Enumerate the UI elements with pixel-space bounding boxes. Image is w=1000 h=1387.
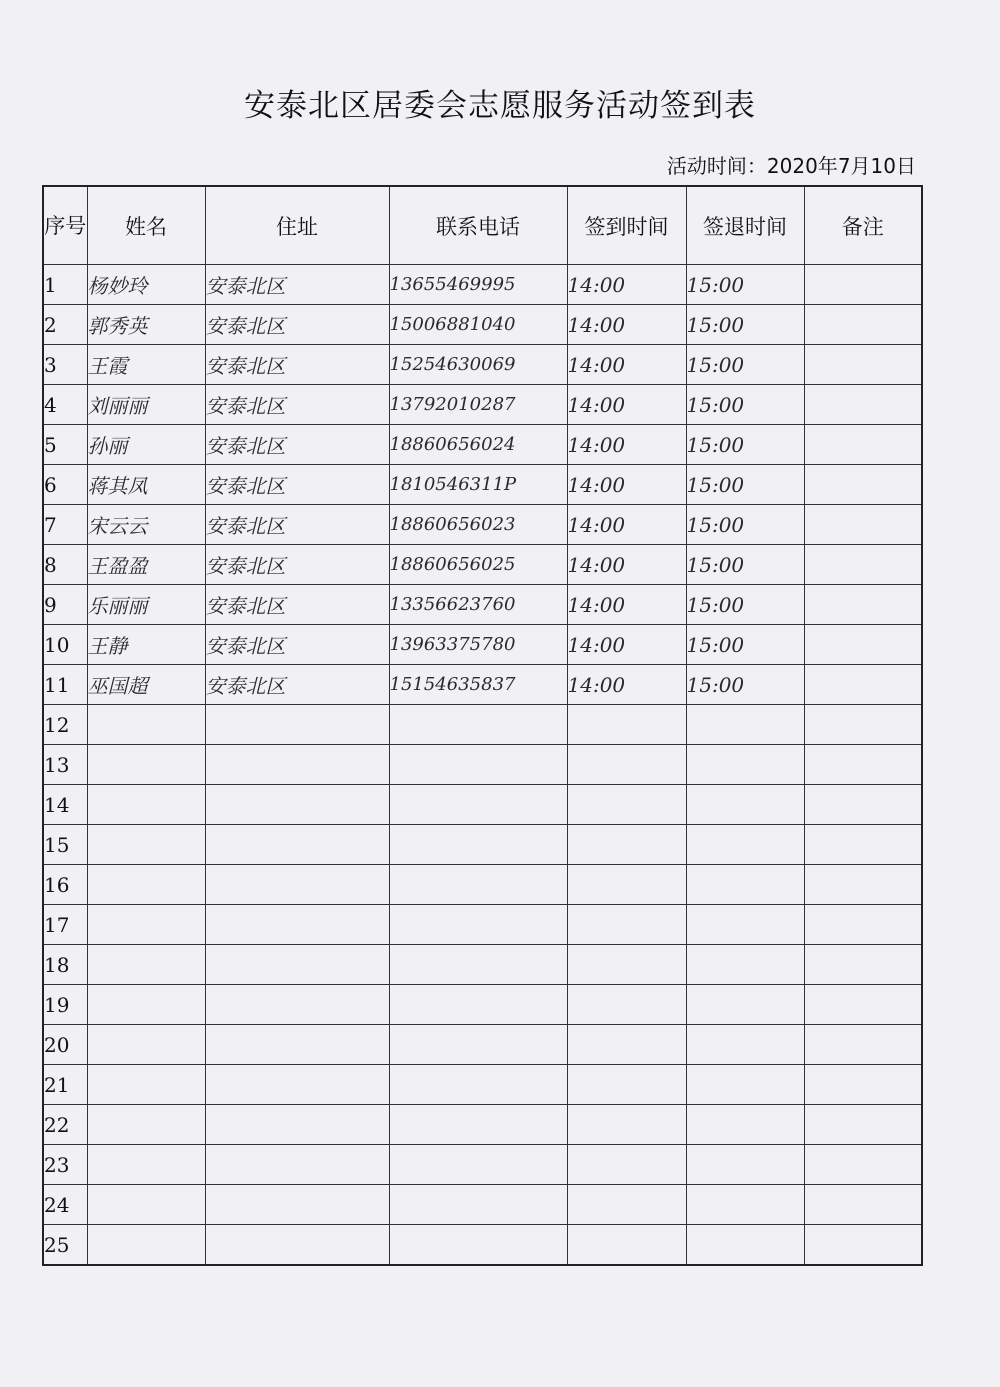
note-cell — [804, 545, 922, 585]
table-row — [43, 465, 922, 505]
table-row — [43, 625, 922, 665]
table-row — [43, 385, 922, 425]
row-number: 25 — [43, 1225, 87, 1266]
phone-cell — [389, 1065, 567, 1105]
phone-cell: 13655469995 — [389, 265, 567, 305]
phone-cell — [389, 705, 567, 745]
sign-in-time-cell — [567, 985, 686, 1025]
note-cell — [804, 265, 922, 305]
sign-in-time-cell — [567, 1105, 686, 1145]
phone-cell: 1810546311P — [389, 465, 567, 505]
phone-cell — [389, 905, 567, 945]
sign-out-time-cell: 15:00 — [686, 305, 804, 345]
address-cell: 安泰北区 — [205, 265, 389, 305]
sign-out-time-cell — [686, 1065, 804, 1105]
note-cell — [804, 465, 922, 505]
name-cell — [87, 1065, 205, 1105]
column-header-sign-in: 签到时间 — [567, 186, 686, 265]
sign-in-time-cell — [567, 1065, 686, 1105]
table-row — [43, 1025, 922, 1065]
note-cell — [804, 425, 922, 465]
note-cell — [804, 1025, 922, 1065]
name-cell: 乐丽丽 — [87, 585, 205, 625]
note-cell — [804, 825, 922, 865]
row-number: 23 — [43, 1145, 87, 1185]
row-number: 11 — [43, 665, 87, 705]
sign-out-time-cell — [686, 1025, 804, 1065]
row-number: 8 — [43, 545, 87, 585]
address-cell — [205, 905, 389, 945]
note-cell — [804, 1145, 922, 1185]
name-cell — [87, 1185, 205, 1225]
address-cell — [205, 1105, 389, 1145]
column-header-sign-out: 签退时间 — [686, 186, 804, 265]
table-row — [43, 305, 922, 345]
address-cell: 安泰北区 — [205, 585, 389, 625]
sign-in-time-cell — [567, 1145, 686, 1185]
address-cell — [205, 1225, 389, 1266]
address-cell: 安泰北区 — [205, 385, 389, 425]
sign-in-time-cell — [567, 865, 686, 905]
note-cell — [804, 985, 922, 1025]
sign-out-time-cell: 15:00 — [686, 425, 804, 465]
sign-in-time-cell: 14:00 — [567, 665, 686, 705]
row-number: 7 — [43, 505, 87, 545]
table-row — [43, 345, 922, 385]
note-cell — [804, 945, 922, 985]
address-cell — [205, 1065, 389, 1105]
table-row — [43, 425, 922, 465]
row-number: 19 — [43, 985, 87, 1025]
note-cell — [804, 665, 922, 705]
name-cell: 宋云云 — [87, 505, 205, 545]
phone-cell: 15254630069 — [389, 345, 567, 385]
sign-in-time-cell — [567, 1225, 686, 1266]
sign-out-time-cell: 15:00 — [686, 545, 804, 585]
sign-out-time-cell — [686, 945, 804, 985]
row-number: 16 — [43, 865, 87, 905]
row-number: 5 — [43, 425, 87, 465]
sign-in-table — [42, 185, 923, 1266]
address-cell — [205, 985, 389, 1025]
name-cell — [87, 985, 205, 1025]
name-cell: 王盈盈 — [87, 545, 205, 585]
address-cell: 安泰北区 — [205, 345, 389, 385]
table-row — [43, 985, 922, 1025]
phone-cell: 13356623760 — [389, 585, 567, 625]
sign-in-time-cell: 14:00 — [567, 305, 686, 345]
note-cell — [804, 585, 922, 625]
row-number: 10 — [43, 625, 87, 665]
table-row — [43, 665, 922, 705]
address-cell: 安泰北区 — [205, 505, 389, 545]
phone-cell — [389, 745, 567, 785]
row-number: 22 — [43, 1105, 87, 1145]
address-cell: 安泰北区 — [205, 465, 389, 505]
table-row — [43, 825, 922, 865]
table-header-row — [43, 186, 922, 265]
page-title: 安泰北区居委会志愿服务活动签到表 — [244, 88, 756, 124]
phone-cell: 13963375780 — [389, 625, 567, 665]
phone-cell: 15006881040 — [389, 305, 567, 345]
sign-in-time-cell: 14:00 — [567, 545, 686, 585]
name-cell: 王霞 — [87, 345, 205, 385]
table-row — [43, 865, 922, 905]
table-body — [43, 265, 922, 1266]
sign-out-time-cell — [686, 1105, 804, 1145]
sign-out-time-cell — [686, 1225, 804, 1266]
sign-in-time-cell: 14:00 — [567, 425, 686, 465]
sign-in-time-cell: 14:00 — [567, 585, 686, 625]
column-header-seq: 序号 — [43, 186, 87, 265]
sign-in-time-cell: 14:00 — [567, 385, 686, 425]
sign-out-time-cell — [686, 825, 804, 865]
row-number: 15 — [43, 825, 87, 865]
sign-in-time-cell: 14:00 — [567, 505, 686, 545]
name-cell: 孙丽 — [87, 425, 205, 465]
sign-in-time-cell: 14:00 — [567, 625, 686, 665]
phone-cell: 18860656023 — [389, 505, 567, 545]
table-row — [43, 785, 922, 825]
phone-cell — [389, 1025, 567, 1065]
address-cell — [205, 865, 389, 905]
sign-out-time-cell — [686, 705, 804, 745]
row-number: 1 — [43, 265, 87, 305]
sign-out-time-cell: 15:00 — [686, 505, 804, 545]
sign-out-time-cell: 15:00 — [686, 465, 804, 505]
name-cell — [87, 905, 205, 945]
phone-cell — [389, 785, 567, 825]
sign-out-time-cell: 15:00 — [686, 665, 804, 705]
name-cell: 巫国超 — [87, 665, 205, 705]
note-cell — [804, 505, 922, 545]
table-row — [43, 905, 922, 945]
address-cell — [205, 785, 389, 825]
name-cell — [87, 1145, 205, 1185]
sign-out-time-cell — [686, 745, 804, 785]
table-row — [43, 1065, 922, 1105]
address-cell: 安泰北区 — [205, 545, 389, 585]
sign-out-time-cell — [686, 785, 804, 825]
address-cell — [205, 705, 389, 745]
sign-out-time-cell: 15:00 — [686, 265, 804, 305]
name-cell: 郭秀英 — [87, 305, 205, 345]
sign-in-time-cell — [567, 945, 686, 985]
row-number: 9 — [43, 585, 87, 625]
row-number: 12 — [43, 705, 87, 745]
note-cell — [804, 905, 922, 945]
row-number: 3 — [43, 345, 87, 385]
sign-in-time-cell — [567, 785, 686, 825]
name-cell: 刘丽丽 — [87, 385, 205, 425]
row-number: 13 — [43, 745, 87, 785]
note-cell — [804, 305, 922, 345]
phone-cell — [389, 1185, 567, 1225]
address-cell — [205, 945, 389, 985]
column-header-phone: 联系电话 — [389, 186, 567, 265]
sign-in-time-cell — [567, 1025, 686, 1065]
address-cell: 安泰北区 — [205, 665, 389, 705]
address-cell — [205, 1185, 389, 1225]
row-number: 14 — [43, 785, 87, 825]
row-number: 24 — [43, 1185, 87, 1225]
note-cell — [804, 745, 922, 785]
phone-cell — [389, 865, 567, 905]
note-cell — [804, 865, 922, 905]
phone-cell: 13792010287 — [389, 385, 567, 425]
column-header-address: 住址 — [205, 186, 389, 265]
sign-out-time-cell — [686, 1185, 804, 1225]
phone-cell — [389, 1105, 567, 1145]
sign-out-time-cell: 15:00 — [686, 625, 804, 665]
note-cell — [804, 385, 922, 425]
note-cell — [804, 625, 922, 665]
note-cell — [804, 345, 922, 385]
address-cell — [205, 745, 389, 785]
sign-out-time-cell — [686, 1145, 804, 1185]
name-cell — [87, 1225, 205, 1266]
name-cell — [87, 1105, 205, 1145]
name-cell — [87, 825, 205, 865]
name-cell: 蒋其凤 — [87, 465, 205, 505]
name-cell — [87, 745, 205, 785]
phone-cell: 18860656025 — [389, 545, 567, 585]
address-cell — [205, 825, 389, 865]
table-row — [43, 265, 922, 305]
table-row — [43, 585, 922, 625]
phone-cell — [389, 945, 567, 985]
row-number: 17 — [43, 905, 87, 945]
note-cell — [804, 1225, 922, 1266]
phone-cell: 18860656024 — [389, 425, 567, 465]
note-cell — [804, 1065, 922, 1105]
sign-in-time-cell — [567, 1185, 686, 1225]
activity-date: 活动时间：2020年7月10日 — [666, 154, 916, 178]
address-cell: 安泰北区 — [205, 625, 389, 665]
phone-cell: 15154635837 — [389, 665, 567, 705]
sign-in-time-cell — [567, 825, 686, 865]
sign-in-time-cell — [567, 905, 686, 945]
sign-out-time-cell: 15:00 — [686, 585, 804, 625]
note-cell — [804, 785, 922, 825]
name-cell — [87, 865, 205, 905]
sign-in-time-cell: 14:00 — [567, 345, 686, 385]
table-row — [43, 945, 922, 985]
name-cell: 王静 — [87, 625, 205, 665]
sign-in-time-cell — [567, 705, 686, 745]
sign-out-time-cell — [686, 985, 804, 1025]
sign-out-time-cell — [686, 905, 804, 945]
row-number: 20 — [43, 1025, 87, 1065]
sign-in-time-cell — [567, 745, 686, 785]
column-header-note: 备注 — [804, 186, 922, 265]
table-row — [43, 705, 922, 745]
address-cell: 安泰北区 — [205, 305, 389, 345]
row-number: 21 — [43, 1065, 87, 1105]
row-number: 2 — [43, 305, 87, 345]
sign-out-time-cell — [686, 865, 804, 905]
column-header-name: 姓名 — [87, 186, 205, 265]
address-cell: 安泰北区 — [205, 425, 389, 465]
table-row — [43, 745, 922, 785]
phone-cell — [389, 825, 567, 865]
address-cell — [205, 1025, 389, 1065]
sign-in-time-cell: 14:00 — [567, 465, 686, 505]
name-cell — [87, 945, 205, 985]
phone-cell — [389, 985, 567, 1025]
table-row — [43, 1225, 922, 1266]
address-cell — [205, 1145, 389, 1185]
name-cell — [87, 705, 205, 745]
name-cell: 杨妙玲 — [87, 265, 205, 305]
row-number: 6 — [43, 465, 87, 505]
table-row — [43, 1145, 922, 1185]
sign-in-time-cell: 14:00 — [567, 265, 686, 305]
name-cell — [87, 1025, 205, 1065]
note-cell — [804, 1105, 922, 1145]
table-row — [43, 1185, 922, 1225]
sign-out-time-cell: 15:00 — [686, 345, 804, 385]
phone-cell — [389, 1225, 567, 1266]
note-cell — [804, 705, 922, 745]
sign-out-time-cell: 15:00 — [686, 385, 804, 425]
table-row — [43, 1105, 922, 1145]
note-cell — [804, 1185, 922, 1225]
row-number: 4 — [43, 385, 87, 425]
name-cell — [87, 785, 205, 825]
phone-cell — [389, 1145, 567, 1185]
row-number: 18 — [43, 945, 87, 985]
table-row — [43, 545, 922, 585]
table-row — [43, 505, 922, 545]
